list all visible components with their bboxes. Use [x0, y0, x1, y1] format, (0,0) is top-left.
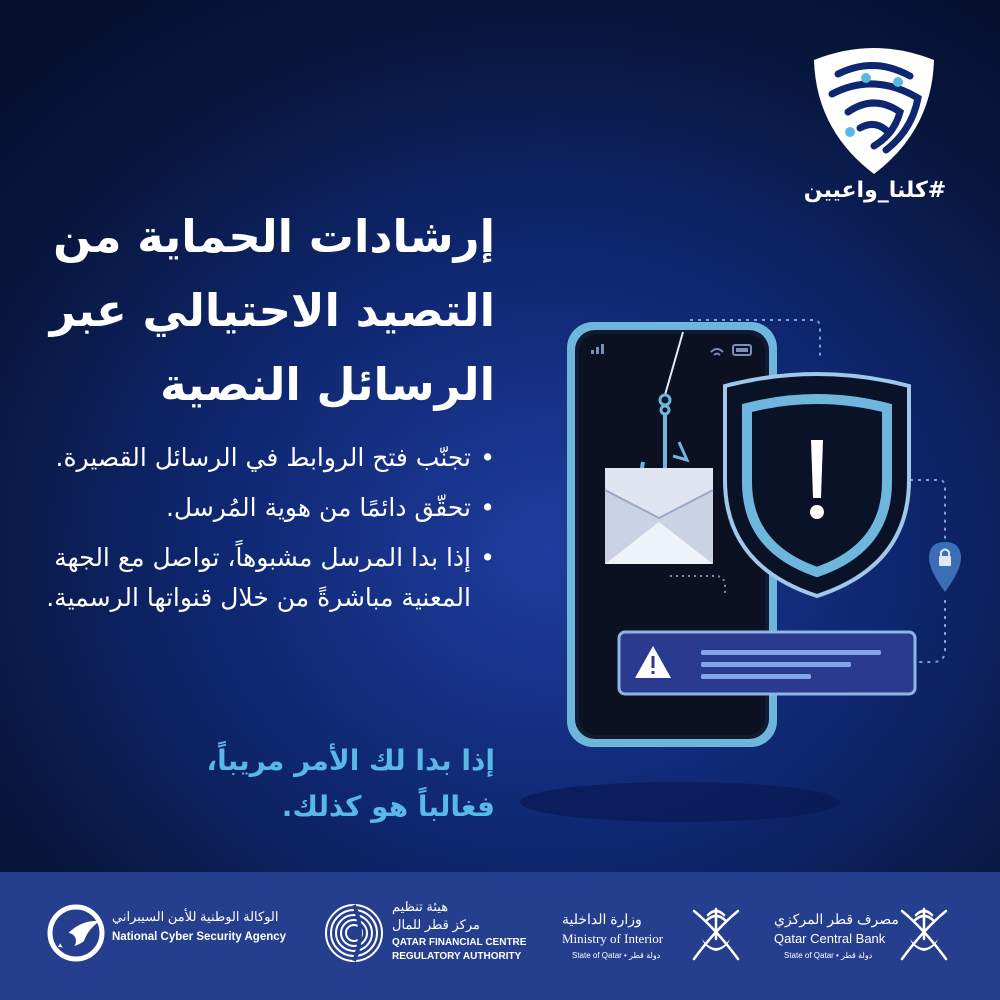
envelope-icon	[605, 468, 713, 564]
partner-name-ar: هيئة تنظيم	[392, 899, 449, 914]
shield-logo-icon	[808, 42, 940, 177]
qatar-emblem-icon	[688, 899, 744, 969]
phishing-illustration	[515, 290, 985, 830]
tip-item: • تجنّب فتح الروابط في الرسائل القصيرة.	[35, 438, 495, 478]
partner-name-en: Qatar Central Bank	[774, 931, 886, 946]
tagline	[25, 738, 495, 830]
qatar-emblem-icon	[896, 899, 952, 969]
page-title	[25, 200, 495, 422]
title-line: الرسائل النصية	[160, 358, 495, 411]
partner-qcb	[770, 895, 970, 975]
tagline-line: إذا بدا لك الأمر مريباً،	[206, 744, 495, 777]
partner-name-en: REGULATORY AUTHORITY	[392, 951, 522, 962]
title-line: إرشادات الحماية من	[53, 210, 495, 263]
ncsa-logo-icon	[44, 901, 108, 965]
location-lock-icon	[929, 542, 961, 592]
alert-notification	[619, 632, 915, 694]
partner-state: State of Qatar • دولة قطر	[784, 951, 873, 960]
partner-name-ar: وزارة الداخلية	[562, 911, 642, 927]
partner-state: State of Qatar • دولة قطر	[572, 951, 661, 960]
phone-shadow	[520, 782, 840, 822]
partner-ncsa	[40, 895, 300, 975]
partner-moi	[560, 895, 750, 975]
partner-qfcra	[320, 895, 540, 975]
tagline-line: فغالباً هو كذلك.	[281, 790, 495, 823]
tip-item: • إذا بدا المرسل مشبوهاً، تواصل مع الجهة المعنية مباشرةً من خلال قنواتها الرسمية.	[35, 538, 495, 618]
partner-name-ar: الوكالة الوطنية للأمن السيبراني	[112, 909, 279, 924]
partner-name-en: QATAR FINANCIAL CENTRE	[392, 937, 527, 948]
qfcra-logo-icon	[322, 901, 386, 965]
partner-name-ar: مركز قطر للمال	[392, 917, 480, 932]
title-line: التصيد الاحتيالي عبر	[49, 284, 495, 337]
partner-name-en: National Cyber Security Agency	[112, 931, 287, 943]
partner-name-en: Ministry of Interior	[562, 931, 664, 946]
partner-name-ar: مصرف قطر المركزي	[774, 911, 899, 927]
tip-item: • تحقّق دائمًا من هوية المُرسل.	[35, 488, 495, 528]
tips-list	[35, 438, 495, 628]
campaign-hashtag: #كلنا_واعيين	[803, 178, 947, 203]
